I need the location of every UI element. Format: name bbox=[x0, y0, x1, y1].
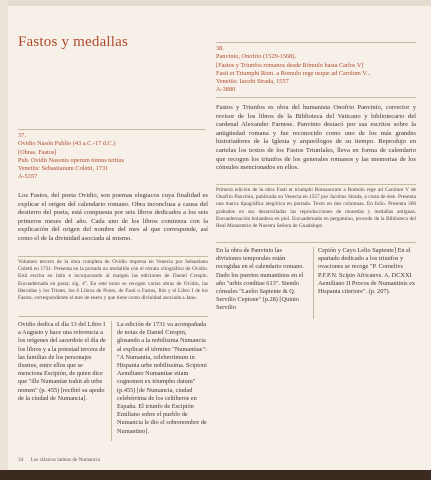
text-column-4: Cepión y Cayo Lelio Sapiente] En el apartado dedicado a los triunfos y ovaciones se recoge "P. Cornelivs P.F.P.N. Scipio Africanvs. A. DCXXI Aemiliano II Procos de Numantinis ex Hispania citeriore". (p. 207). bbox=[318, 247, 416, 296]
page-left-edge bbox=[0, 0, 8, 480]
page-title: Fastos y medallas bbox=[18, 34, 129, 50]
text-column-3: En la obra de Panvinio las divisiones temporales están recogidas en el calendario romano. Dado los puertos numantinos en el año "urbis conditae 613". Siendo cónsules "Laelio Sapiente & Q. Servilio Cepione" (p.28) [Quinto Servilio bbox=[216, 247, 304, 312]
entry-38-line-1: 38. bbox=[216, 45, 224, 52]
entry-38-line-4: Fasti et Triumphi Rom. a Romulo rege usque ad Carolum V... bbox=[216, 69, 371, 77]
entry-37-top-rule bbox=[18, 129, 206, 130]
entry-37-line-3: [Obras. Fastos] bbox=[18, 148, 57, 156]
entry-37-line-4: Pub. Ovidii Nasonis operum tomus tertius bbox=[18, 156, 124, 164]
catalog-entry-38 bbox=[216, 45, 416, 95]
note-right-top-rule bbox=[216, 184, 416, 185]
running-title: Los clásicos latinos de Numancia bbox=[30, 457, 100, 463]
entry-37-line-2: Ovidio Nasón Publio (43 a.C.-17 d.C.) bbox=[18, 140, 116, 148]
text-column-1: Ovidio dedica el día 13 del Libro I a Augusto y hace una referencia a los orígenes del sacerdote el día de los libros y a la potestad tercera de las familias de los personajes ilustres, entre ellos que se menciona Escipión, de quien dice que "ille Numantiæ trahit ab urbe nomen" (p. 455) [recibió su apodo de la ciudad de Numancia]. bbox=[18, 321, 106, 402]
page-bottom-edge bbox=[0, 470, 431, 480]
entry-38-line-3: [Fastos y Triunfos romanos desde Rómulo hasta Carlos V] bbox=[216, 61, 364, 69]
text-column-2: La edición de 1731 va acompañada de notas de Daniel Crespin, glosando a la nobilísima Numancia al explicar el término "Numantiae": "A Numantia, celeberrimum in Hispania urbe nobilissima. Scipioni Aemiliano Numantiae etiam cognomen ex triumpho datum" (p.455) [de Numancia, ciudad celebérrima de los celtíberos en España. El triunfo de Escipión Emiliano sobre el pueblo de Numancia le dio el sobrenombre de Numantino]. bbox=[117, 321, 207, 435]
entry-38-bottom-rule bbox=[216, 97, 416, 98]
entry-37-line-1: 37. bbox=[18, 132, 26, 139]
page-top-edge bbox=[0, 0, 431, 6]
catalog-note-right: Primera edición de la obra Fasti et triumphi Romanorum a Romulo rege ad Carolum V de Onofrio Panvinio, publicada en Venecia en 1557 por Jacobus Strada, a costa de éste. Presenta una marca tipográfica alegórica en portada. Texto en dos columnas. En folio. Presenta 366 grabados en sus desarrolladas las reproducciones de monedas y medallas antiguas. Encuadernación holandesa en piel. Encuadernada en pergamino, procede de la Biblioteca del Real Monasterio de Nuestra Señora de Guadalupe. bbox=[216, 187, 416, 230]
page-number: 34 bbox=[18, 457, 24, 463]
note-right-bottom-rule bbox=[216, 242, 416, 243]
note-left-top-rule bbox=[18, 256, 208, 257]
entry-38-top-rule bbox=[216, 42, 416, 43]
entry-38-line-6: A-3880 bbox=[216, 86, 236, 94]
entry-38-line-5: Venetiis: Iacobi Strada, 1557 bbox=[216, 78, 289, 86]
entry-37-line-6: A-5357 bbox=[18, 173, 38, 181]
page-footer bbox=[18, 457, 100, 463]
catalog-note-left: Volumen tercero de la obra completa de Ovidio impresa en Venecia por Sebastiano Coletti en 1731. Presenta en la portada un medallón con el retrato xilográfico de Ovidio. Está escrita en latín e incorporando al margen las ediciones de Daniel Crespin. Encuadernada en pasta; sig. 4°. En este tomo se recogen varias obras de Ovidio, las Heroidas y los Tristes, los 6 Libros de Ponto, de Fasti o Fastos, Ibis y el Libro I de los Fastos, correspondiente al mes de enero y que tiene como divinidad asociada a Jano. bbox=[18, 259, 208, 302]
entry-38-line-2: Panvinio, Onofrio (1529-1568). bbox=[216, 53, 297, 61]
entry-37-line-5: Venetiis: Sebastianum Coletti, 1731 bbox=[18, 165, 109, 173]
note-left-bottom-rule bbox=[18, 316, 208, 317]
column-divider-2 bbox=[313, 247, 314, 319]
intro-paragraph-left: Los Fastos, del poeta Ovidio, son poemas elegiacos cuya finalidad es explicar el origen del calendario romano. Obra inconclusa a causa del destierro del poeta, está compuesta por seis libros dedicados a los seis primeros meses del año. Cada uno de los libros comienza con la explicación del origen del nombre del mes al que corresponde, así como el de la divinidad asociada al mismo. bbox=[18, 192, 208, 242]
intro-paragraph-right: Fastos y Triunfos es obra del humanista Onofrio Panvinio, corrector y revisor de los libros de la Biblioteca del Vaticano y bibliotecario del cardenal Alexander Farnese. Panvinio destacó por sus escritos sobre la antigüedad romana y fue reconocido como uno de los más grandes historiadores de la Iglesia y arqueólogos de su tiempo. Reprodujo en cartelas los textos de los Fastos Triunfales, lleva en forma de calendario que recogen los triunfos de los generales romanos y las memorias de los cónsules mencionados en ellos. bbox=[216, 104, 416, 172]
catalog-entry-37 bbox=[18, 132, 206, 182]
column-divider-1 bbox=[111, 321, 112, 441]
